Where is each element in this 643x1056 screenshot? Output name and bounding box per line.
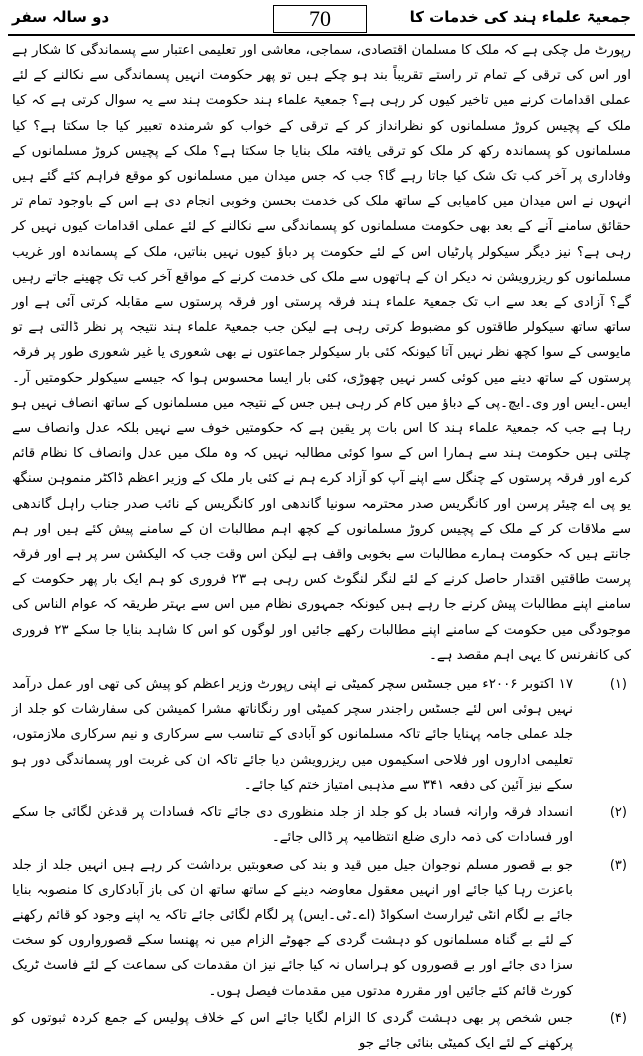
list-item bbox=[12, 672, 631, 798]
list-item bbox=[12, 800, 631, 850]
page-number: 70 bbox=[273, 5, 367, 33]
page-body bbox=[12, 38, 631, 1051]
list-item-number: (۲) bbox=[609, 805, 627, 821]
list-item-text: جس شخص پر بھی دہشت گردی کا الزام لگایا جائے اس کے خلاف پولیس کے جمع کردہ ثبوتوں کو پرکھنے کے لئے ایک کمیٹی بنائی جائے جو bbox=[12, 1010, 573, 1051]
list-item-number: (۴) bbox=[609, 1010, 627, 1026]
list-item-number: (۳) bbox=[609, 857, 627, 873]
list-item bbox=[12, 853, 631, 1004]
list-item-text: ۱۷ اکتوبر ۲۰۰۶ء میں جسٹس سچر کمیٹی نے اپنی رپورٹ وزیر اعظم کو پیش کی تھی اور عمل درآمد نہیں ہوئی اس لئے جسٹس راجندر سچر کمیٹی اور رنگاناتھ مشرا کمیشن کی سفارشات کو جلد از جلد عملی جامہ پہنایا جائے تاکہ مسلمانوں کو آبادی کے تناسب سے سرکاری و نیم سرکاری ملازمتوں، تعلیمی اداروں اور فلاحی اسکیموں میں ریزرویشن دیا جائے تاکہ ان کی غربت اور پسماندگی دور ہو سکے نیز آئین کی دفعہ ۳۴۱ سے مذہبی امتیاز ختم کیا جائے۔ bbox=[12, 677, 574, 793]
demands-list bbox=[12, 672, 631, 1056]
list-item-number: (۱) bbox=[609, 677, 627, 693]
list-item-text: انسداد فرقہ وارانہ فساد بل کو جلد از جلد منظوری دی جائے تاکہ فسادات پر قدغن لگائی جا سکے اور فسادات کی ذمہ داری ضلع انتظامیہ پر ڈالی جائے۔ bbox=[12, 805, 573, 846]
page-header bbox=[8, 4, 635, 36]
main-paragraph: رپورٹ مل چکی ہے کہ ملک کا مسلمان اقتصادی، سماجی، معاشی اور تعلیمی اعتبار سے پسماندگی کا شکار ہے اور اس کی ترقی کے تمام تر راستے تقریباً بند ہو چکے ہیں تو پھر حکومت انہیں پسماندگی سے نکالنے کے لئے عملی اقدامات کرنے میں تاخیر کیوں کر رہی ہے؟ جمعیۃ علماء ہند حکومت ہند سے یہ سوال کرتی ہے کہ کیا ملک کے پچیس کروڑ مسلمانوں کو نظرانداز کر کے ترقی کے خواب کو شرمندہ تعبیر کیا جا سکتا ہے؟ کیا مسلمانوں کو پسماندہ رکھ کر ملک کو ترقی یافتہ ملک بنایا جا سکتا ہے؟ ملک کے پچیس کروڑ مسلمانوں کے وفاداری پر آخر کب تک شک کیا جاتا رہے گا؟ جب کہ جس میدان میں مسلمانوں کو موقع فراہم کئے گئے ہیں انہوں نے اس میدان میں کامیابی کے ساتھ ملک کی خدمت بحسن وخوبی انجام دی ہے اس کے باوجود تمام تر حقائق سامنے آنے کے بعد بھی حکومت مسلمانوں کو پسماندگی سے نکالنے کے لئے عملی اقدامات کیوں نہیں کر رہی ہے؟ نیز دیگر سیکولر پارٹیاں اس کے لئے حکومت پر دباؤ کیوں نہیں بناتیں، ملک کے پسماندہ اور غریب مسلمانوں کو ریزرویشن نہ دیکر ان کے ہاتھوں سے ملک کی خدمت کرنے کے مواقع آخر کب تک چھینے جاتے رہیں گے؟ آزادی کے بعد سے اب تک جمعیۃ علماء ہند فرقہ پرستی اور فرقہ پرستوں سے مقابلہ کرتی آئی ہے اور ساتھ ساتھ سیکولر طاقتوں کو مضبوط کرتی رہی ہے لیکن جب جمعیۃ علماء ہند نتیجہ پر نظر ڈالتی ہے تو مایوسی کے سوا کچھ نظر نہیں آتا کیونکہ کئی بار سیکولر جماعتوں نے بھی شعوری یا غیر شعوری طور پر فرقہ پرستوں کے ساتھ دینے میں کوئی کسر نہیں چھوڑی، کئی بار ایسا محسوس ہوا کہ جیسے سیکولر حکومتیں آر۔ایس۔ایس اور وی۔ایچ۔پی کے دباؤ میں کام کر رہی ہیں جس کے نتیجہ میں مسلمانوں کے ساتھ انصاف نہیں ہو رہا ہے جب کہ جمعیۃ علماء ہند کا اس بات پر یقین ہے کہ حکومتیں خوف سے نہیں بلکہ عدل وانصاف سے چلتی ہیں حکومت ہند سے ہمارا اس کے سوا کوئی مطالبہ نہیں کہ وہ ملک میں عدل وانصاف کا نظام قائم کرے اور فرقہ پرستوں کے چنگل سے اپنے آپ کو آزاد کرے ہم نے کئی بار ملک کے وزیر اعظم ڈاکٹر منموہن سنگھ یو پی اے چیئر پرسن اور کانگریس صدر محترمہ سونیا گاندھی اور کانگریس کے نائب صدر جناب راہل گاندھی سے ملاقات کر کے ملک کے پچیس کروڑ مسلمانوں کے کچھ اہم مطالبات ان کے سامنے پیش کئے ہیں اور ہم جانتے ہیں کہ حکومت ہمارے مطالبات سے بخوبی واقف ہے لیکن اس وقت جب کہ الیکشن سر پر ہے اور فرقہ پرست طاقتیں اقتدار حاصل کرنے کے لئے لنگر لنگوٹ کس رہی ہے ۲۳ فروری کو ہم ایک بار پھر حکومت کے سامنے اپنے مطالبات پیش کرنے جا رہے ہیں کیونکہ جمہوری نظام میں اس سے بہتر طریقہ کہ عوام الناس کی موجودگی میں حکومت کے سامنے اپنے مطالبات رکھے جائیں اور لوگوں کو اس کا شاہد بنایا جا سکے ۲۳ فروری کی کانفرنس کا یہی اہم مقصد ہے۔ bbox=[12, 43, 631, 663]
list-item bbox=[12, 1006, 631, 1056]
book-title: دو سالہ سفر bbox=[12, 8, 110, 26]
list-item-text: جو بے قصور مسلم نوجوان جیل میں قید و بند کی صعوبتیں برداشت کر رہے ہیں انہیں جلد از جلد باعزت رہا کیا جائے اور انہیں معقول معاوضہ دینے کے ساتھ ساتھ ان کی باز آبادکاری کا منصوبہ بنایا جائے بے لگام انٹی ٹیرارسٹ اسکواڈ (اے۔ٹی۔ایس) پر لگام لگائی جائے تاکہ یہ اپنے وجود کو قائم رکھنے کے لئے بے گناہ مسلمانوں کو دہشت گردی کے جھوٹے الزام میں نہ پھنسا سکے قصورواروں کو سخت سزا دی جائے اور بے قصوروں کو ہراساں نہ کیا جائے نیز ان مقدمات کی سماعت کے لئے فاسٹ ٹریک کورٹ قائم کئے جائیں اور مقررہ مدتوں میں مقدمات فیصل ہوں۔ bbox=[12, 857, 573, 999]
chapter-title: جمعیۃ علماء ہند کی خدمات کا bbox=[409, 8, 631, 26]
